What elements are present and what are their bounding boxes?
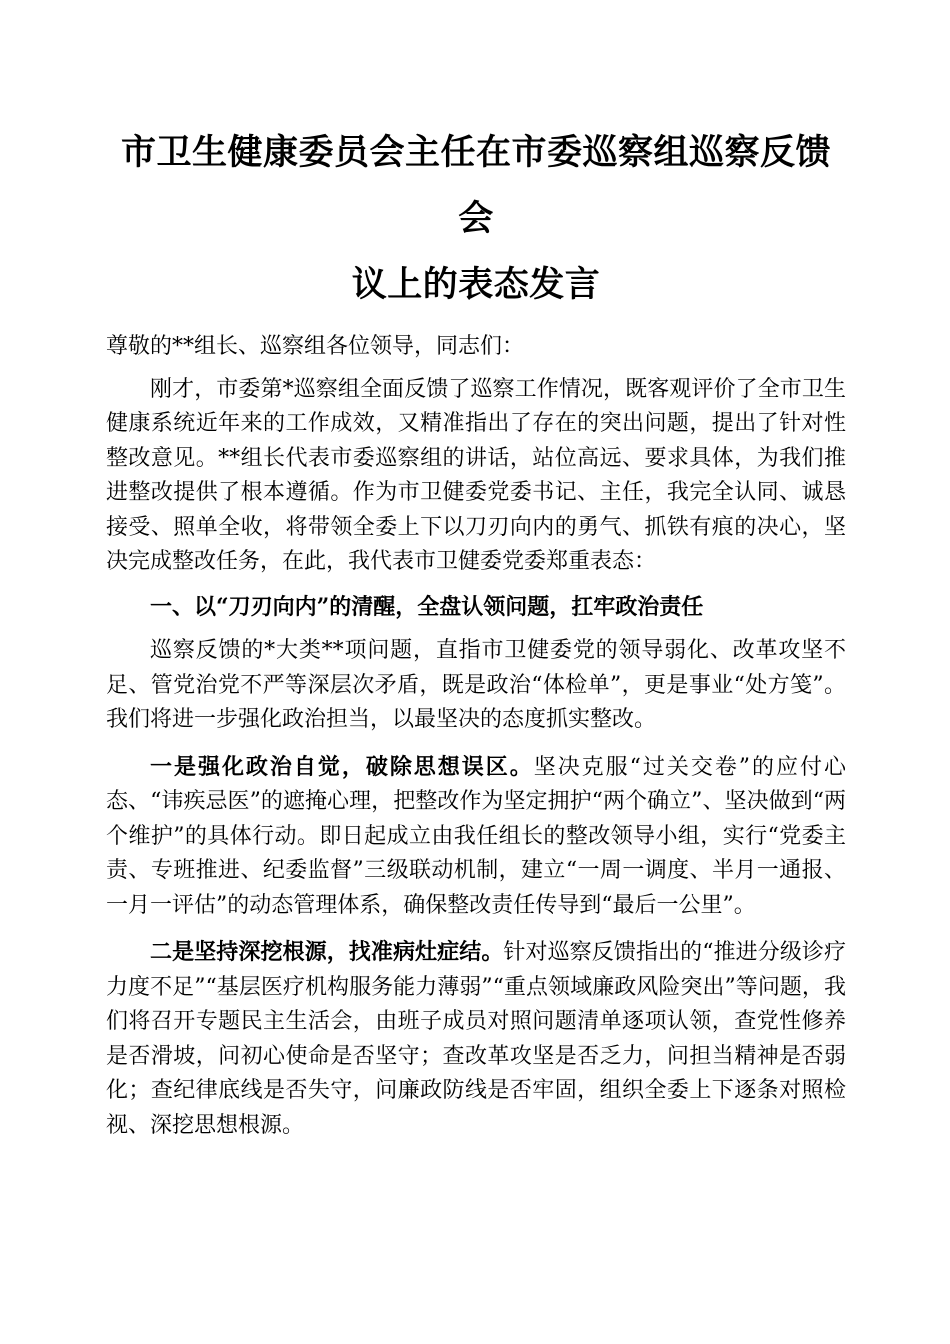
point-2-paragraph xyxy=(106,935,846,1143)
point-1-lead: 一是强化政治自觉，破除思想误区。 xyxy=(150,753,534,780)
section-1-heading: 一、以“刀刃向内”的清醒，全盘认领问题，扛牢政治责任 xyxy=(150,593,704,620)
point-2-lead: 二是坚持深挖根源，找准病灶症结。 xyxy=(150,939,504,965)
point-1-body: 坚决克服“过关交卷”的应付心态、“讳疾忌医”的遮掩心理，把整改作为坚定拥护“两个确立”、坚决做到“两个维护”的具体行动。即日起成立由我任组长的整改领导小组，实行“党委主责、专班推进、纪委监督”三级联动机制，建立“一周一调度、半月一通报、一月一评估”的动态管理体系，确保整改责任传导到“最后一公里”。 xyxy=(106,754,846,918)
point-2-body: 针对巡察反馈指出的“推进分级诊疗力度不足”“基层医疗机构服务能力薄弱”“重点领域廉政风险突出”等问题，我们将召开专题民主生活会，由班子成员对照问题清单逐项认领，查党性修养是否滑坡，问初心使命是否坚守；查改革攻坚是否乏力，问担当精神是否弱化；查纪律底线是否失守，问廉政防线是否牢固，组织全委上下逐条对照检视、深挖思想根源。 xyxy=(106,940,846,1138)
section-1-paragraph: 巡察反馈的*大类**项问题，直指市卫健委党的领导弱化、改革攻坚不足、管党治党不严等深层次矛盾，既是政治“体检单”，更是事业“处方笺”。我们将进一步强化政治担当，以最坚决的态度抓实整改。 xyxy=(106,638,846,732)
document-page xyxy=(106,120,846,1143)
salutation: 尊敬的**组长、巡察组各位领导，同志们： xyxy=(106,334,525,359)
point-1-paragraph xyxy=(106,750,846,924)
title-line-2: 议上的表态发言 xyxy=(351,265,601,305)
document-title xyxy=(106,120,846,318)
title-line-1: 市卫生健康委员会主任在市委巡察组巡察反馈会 xyxy=(120,133,831,239)
intro-paragraph: 刚才，市委第*巡察组全面反馈了巡察工作情况，既客观评价了全市卫生健康系统近年来的工作成效，又精准指出了存在的突出问题，提出了针对性整改意见。**组长代表市委巡察组的讲话，站位高远、要求具体，为我们推进整改提供了根本遵循。作为市卫健委党委书记、主任，我完全认同、诚恳接受、照单全收，将带领全委上下以刀刃向内的勇气、抓铁有痕的决心，坚决完成整改任务，在此，我代表市卫健委党委郑重表态： xyxy=(106,376,846,574)
